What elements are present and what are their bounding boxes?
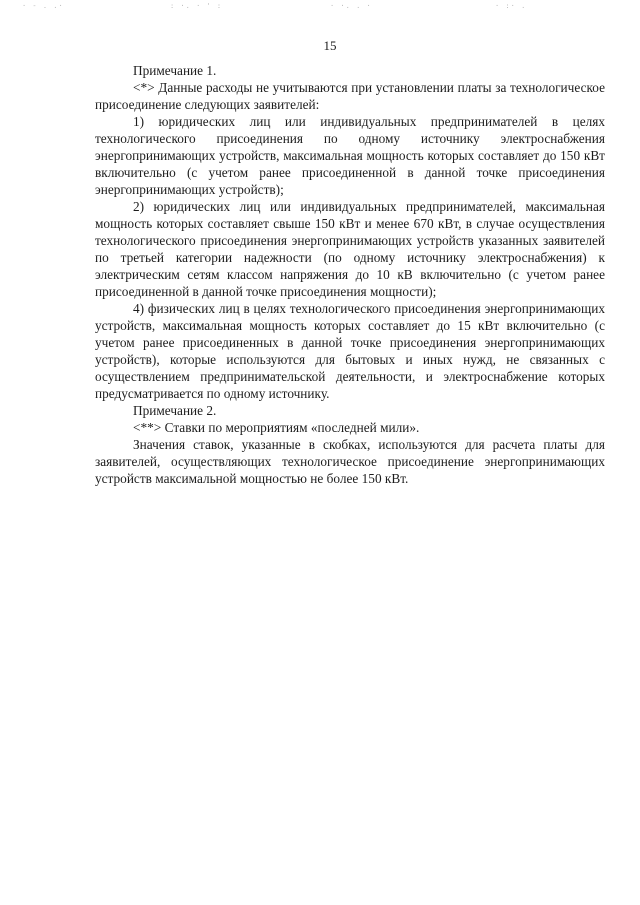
- scan-artifact: · ·. . ·: [330, 2, 372, 10]
- note1-item: 2) юридических лиц или индивидуальных предпринимателей, максимальная мощность которых составляет свыше 150 кВт и менее 670 кВт, в случае осуществления технологического присоединения энергопринимающих устройств указанных заявителей по третьей категории надежности (по одному источнику электроснабжения) к электрическим сетям классом напряжения до 10 кВ включительно (с учетом ранее присоединенной в данной точке присоединения мощности);: [95, 199, 605, 299]
- note1-item: 4) физических лиц в целях технологического присоединения энергопринимающих устройств, максимальная мощность которых составляет до 15 кВт включительно (с учетом ранее присоединенных в данной точке присоединения энергопринимающих устройств), которые используются для бытовых и иных нужд, не связанных с осуществлением предпринимательской деятельности, и электроснабжение которых предусматривается по одному источнику.: [95, 301, 605, 401]
- document-body: [95, 62, 605, 487]
- note1-intro: <*> Данные расходы не учитываются при установлении платы за технологическое присоединение следующих заявителей:: [95, 80, 605, 112]
- scan-artifact: · - . .·: [22, 2, 64, 10]
- note2-heading: Примечание 2.: [133, 403, 217, 418]
- scan-artifact: : ·. · ' :: [170, 2, 223, 10]
- note1-item: 1) юридических лиц или индивидуальных предпринимателей в целях технологического присоединения по одному источнику электроснабжения энергопринимающих устройств, максимальная мощность которых составляет до 150 кВт включительно (с учетом ранее присоединенной в данной точке присоединения энергопринимающих устройств);: [95, 114, 605, 197]
- note2-rates-text: Значения ставок, указанные в скобках, используются для расчета платы для заявителей, осуществляющих технологическое присоединение энергопринимающих устройств максимальной мощностью не более 150 кВт.: [95, 437, 605, 486]
- note2-text: <**> Ставки по мероприятиям «последней мили».: [133, 420, 420, 435]
- page-number: 15: [323, 38, 337, 53]
- scan-artifact: · :· .: [495, 2, 527, 10]
- note1-heading: Примечание 1.: [133, 63, 217, 78]
